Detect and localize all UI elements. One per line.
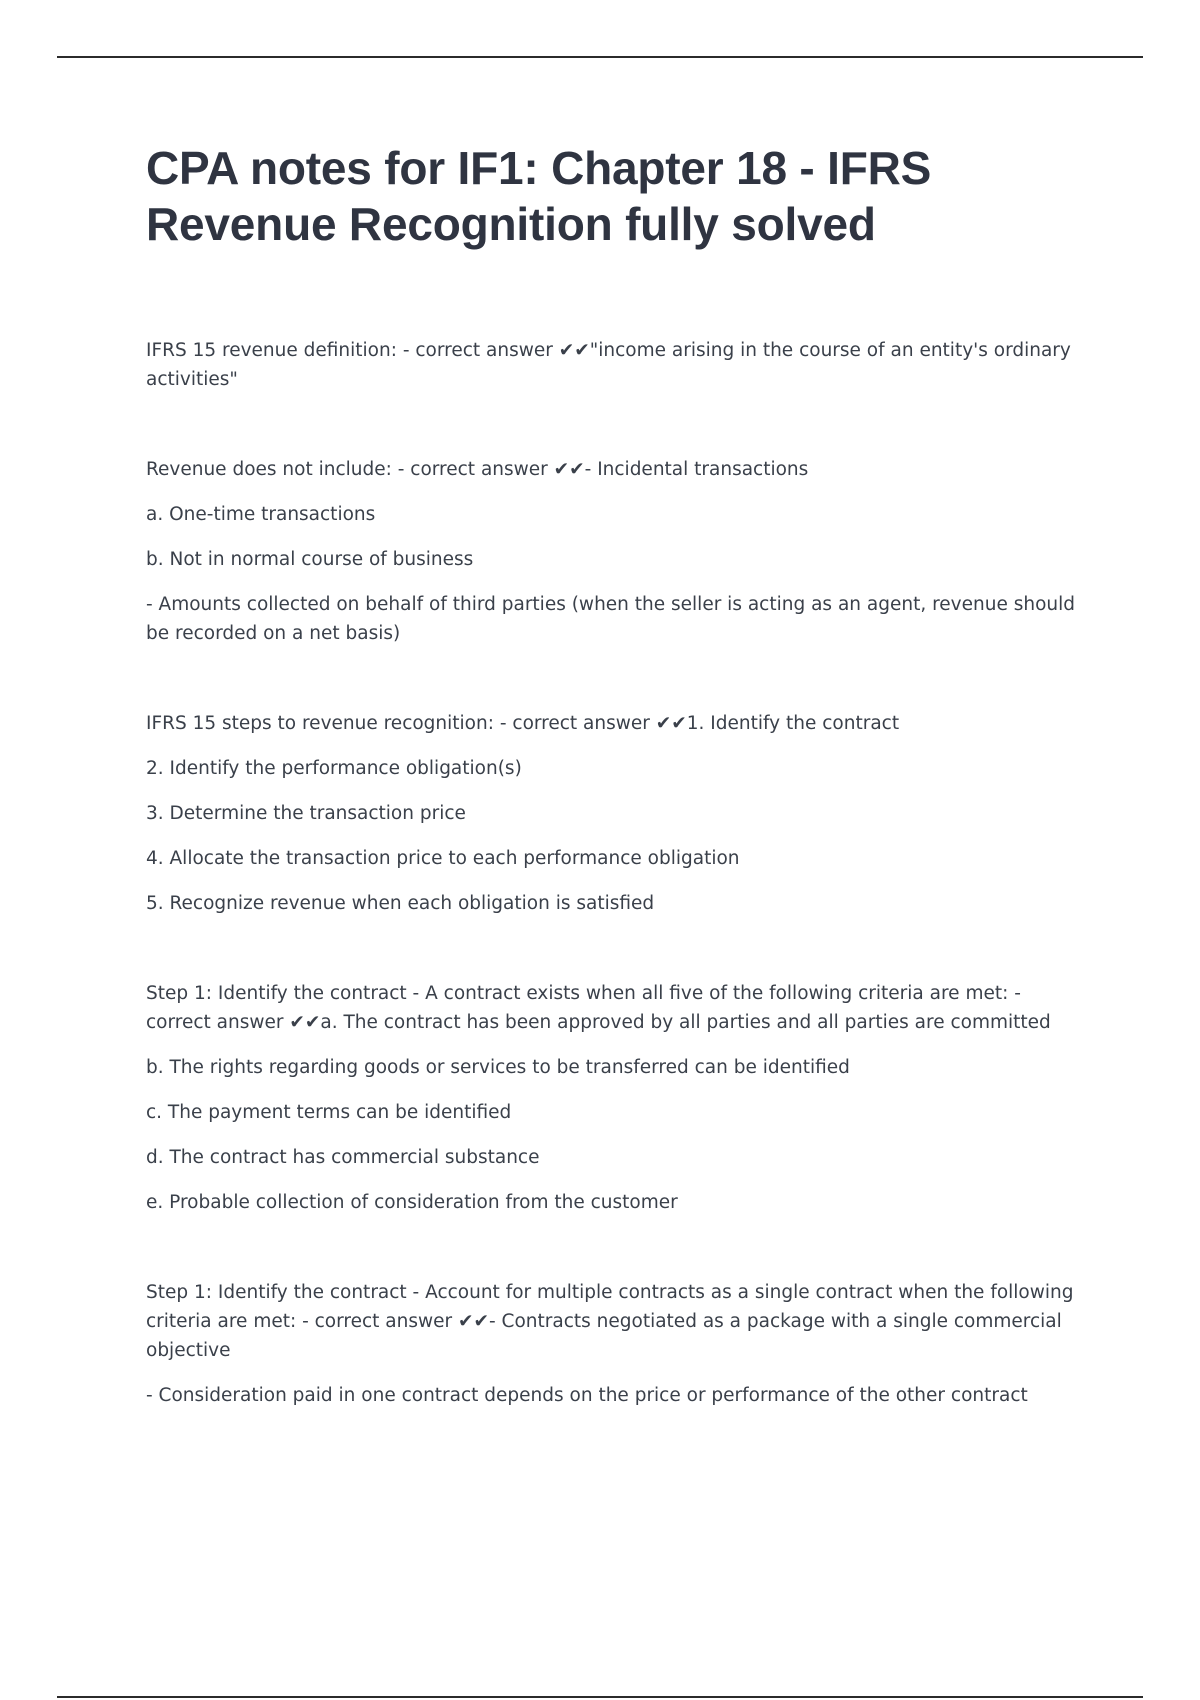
qa-block-revenue-definition <box>146 336 1086 394</box>
page-title: CPA notes for IF1: Chapter 18 - IFRS Revenue Recognition fully solved <box>146 142 932 250</box>
page-content <box>146 140 1086 1410</box>
block-text: Step 1: Identify the contract - Account for multiple contracts as a single contract when the following criteria are met: - correct answer ✔✔- Contracts negotiated as a package with a single commercial objective <box>146 1282 1074 1361</box>
block-text: IFRS 15 revenue definition: - correct answer ✔✔"income arising in the course of an entity's ordinary activities" <box>146 340 1071 390</box>
qa-block-contract-criteria <box>146 979 1086 1217</box>
qa-block-revenue-exclusions <box>146 455 1086 648</box>
block-text: - Consideration paid in one contract depends on the price or performance of the other contract <box>146 1385 1028 1406</box>
block-text: b. Not in normal course of business <box>146 549 474 570</box>
block-text: e. Probable collection of consideration from the customer <box>146 1192 678 1213</box>
block-text: 4. Allocate the transaction price to each performance obligation <box>146 848 740 869</box>
qa-block-five-steps <box>146 709 1086 918</box>
block-text: 3. Determine the transaction price <box>146 803 466 824</box>
block-text: c. The payment terms can be identified <box>146 1102 512 1123</box>
qa-block-combining-contracts <box>146 1278 1086 1410</box>
block-text: 5. Recognize revenue when each obligation is satisfied <box>146 893 655 914</box>
bottom-divider <box>57 1696 1143 1698</box>
block-text: d. The contract has commercial substance <box>146 1147 540 1168</box>
block-text: Step 1: Identify the contract - A contract exists when all five of the following criteria are met: - correct answer ✔✔a. The contract has been approved by all parties and all parties are committed <box>146 983 1051 1033</box>
block-text: 2. Identify the performance obligation(s) <box>146 758 522 779</box>
block-text: IFRS 15 steps to revenue recognition: - correct answer ✔✔1. Identify the contract <box>146 713 900 734</box>
block-text: b. The rights regarding goods or services to be transferred can be identified <box>146 1057 850 1078</box>
block-text: a. One-time transactions <box>146 504 376 525</box>
block-text: Revenue does not include: - correct answer ✔✔- Incidental transactions <box>146 459 809 480</box>
top-divider <box>57 56 1143 58</box>
block-text: - Amounts collected on behalf of third parties (when the seller is acting as an agent, revenue should be recorded on a net basis) <box>146 594 1076 644</box>
